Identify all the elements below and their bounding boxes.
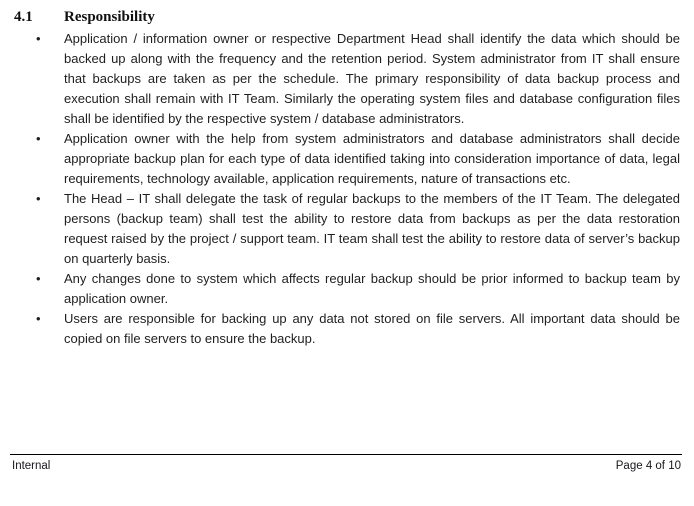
bullet-item-responsibility-owner: • Application / information owner or respective Department Head shall identify the data which should be backed up along with the frequency and the retention period. System administrator from IT shall ensure that backups are taken as per the schedule. The primary responsibility of data backup process and execution shall remain with IT Team. Similarly the operating system files and database configuration files shall be identified by the respective system / database administrators. (64, 29, 680, 129)
bullet-item-backup-plan: • Application owner with the help from system administrators and database administrators shall decide appropriate backup plan for each type of data identified taking into consideration importance of data, legal requirements, technology available, application requirements, nature of transactions etc. (64, 129, 680, 189)
page-number-label: Page 4 of 10 (615, 460, 681, 472)
footer-row (10, 455, 682, 473)
bullet-item-head-it-delegation: • The Head – IT shall delegate the task of regular backups to the members of the IT Team. The delegated persons (backup team) shall test the ability to restore data from backups as per the data restoration request raised by the project / support team. IT team shall test the ability to restore data of server’s backup on quarterly basis. (64, 189, 680, 269)
bullet-item-system-changes: • Any changes done to system which affects regular backup should be prior informed to backup team by application owner. (64, 269, 680, 309)
section-number: 4.1 (14, 9, 33, 25)
section-heading (0, 0, 694, 26)
bullet-item-user-responsibility: • Users are responsible for backing up any data not stored on file servers. All important data should be copied on file servers to ensure the backup. (64, 309, 680, 349)
bullet-list (0, 29, 680, 349)
section-title: Responsibility (64, 9, 155, 25)
classification-label: Internal (12, 460, 51, 472)
page-footer (10, 454, 682, 473)
